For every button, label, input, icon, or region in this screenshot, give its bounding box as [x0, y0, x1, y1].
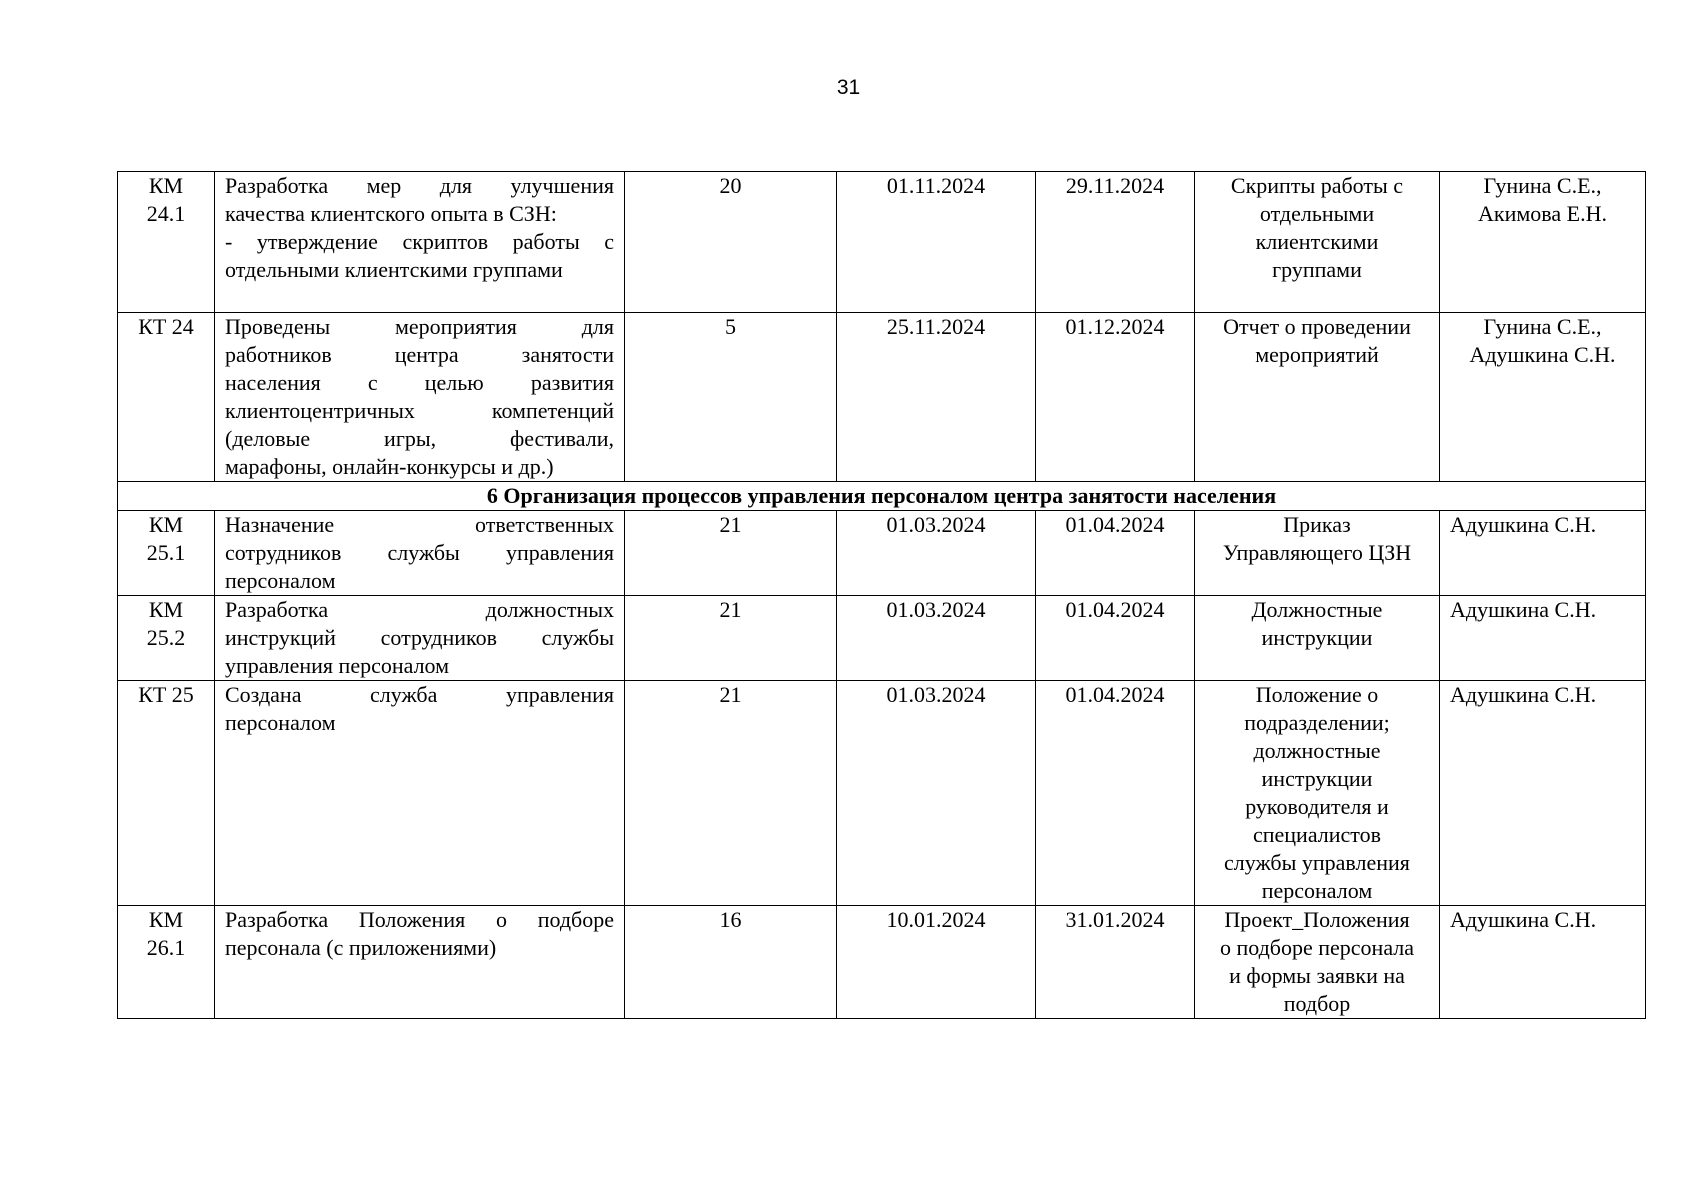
result-cell: Положение о подразделении; должностные инструкции руководителя и специалистов службы управления персоналом: [1195, 681, 1440, 906]
start-date-cell: 01.11.2024: [837, 172, 1036, 313]
description-cell: Разработка Положения о подборе персонала (с приложениями): [215, 906, 625, 1019]
duration-cell: 21: [625, 681, 837, 906]
table-row: [118, 906, 1646, 1019]
duration-cell: 21: [625, 596, 837, 681]
code-cell: КТ 24: [118, 313, 215, 482]
table-row: [118, 596, 1646, 681]
responsible-cell: Гунина С.Е., Адушкина С.Н.: [1440, 313, 1646, 482]
responsible-cell: Адушкина С.Н.: [1440, 596, 1646, 681]
duration-cell: 16: [625, 906, 837, 1019]
end-date-cell: 01.04.2024: [1036, 511, 1195, 596]
end-date-cell: 29.11.2024: [1036, 172, 1195, 313]
code-cell: КМ 25.2: [118, 596, 215, 681]
section-header-row: [118, 482, 1646, 511]
description-cell: Проведены мероприятия для работников центра занятости населения с целью развития клиентоцентричных компетенций (деловые игры, фестивали, марафоны, онлайн-конкурсы и др.): [215, 313, 625, 482]
code-cell: КМ 25.1: [118, 511, 215, 596]
result-cell: Скрипты работы с отдельными клиентскими группами: [1195, 172, 1440, 313]
end-date-cell: 01.04.2024: [1036, 681, 1195, 906]
duration-cell: 21: [625, 511, 837, 596]
start-date-cell: 01.03.2024: [837, 511, 1036, 596]
description-cell: Разработка мер для улучшения качества клиентского опыта в СЗН: - утверждение скриптов работы с отдельными клиентскими группами: [215, 172, 625, 313]
section-title: 6 Организация процессов управления персоналом центра занятости населения: [118, 482, 1646, 511]
end-date-cell: 31.01.2024: [1036, 906, 1195, 1019]
responsible-cell: Гунина С.Е., Акимова Е.Н.: [1440, 172, 1646, 313]
table-row: [118, 511, 1646, 596]
table-row: [118, 172, 1646, 313]
plan-table: [117, 171, 1646, 1019]
end-date-cell: 01.12.2024: [1036, 313, 1195, 482]
code-cell: КМ 24.1: [118, 172, 215, 313]
result-cell: Приказ Управляющего ЦЗН: [1195, 511, 1440, 596]
table-row: [118, 313, 1646, 482]
result-cell: Отчет о проведении мероприятий: [1195, 313, 1440, 482]
responsible-cell: Адушкина С.Н.: [1440, 511, 1646, 596]
start-date-cell: 01.03.2024: [837, 681, 1036, 906]
result-cell: Должностные инструкции: [1195, 596, 1440, 681]
description-cell: Назначение ответственных сотрудников службы управления персоналом: [215, 511, 625, 596]
responsible-cell: Адушкина С.Н.: [1440, 906, 1646, 1019]
description-cell: Создана служба управления персоналом: [215, 681, 625, 906]
end-date-cell: 01.04.2024: [1036, 596, 1195, 681]
description-cell: Разработка должностных инструкций сотрудников службы управления персоналом: [215, 596, 625, 681]
page-number: 31: [836, 76, 861, 99]
start-date-cell: 10.01.2024: [837, 906, 1036, 1019]
code-cell: КМ 26.1: [118, 906, 215, 1019]
code-cell: КТ 25: [118, 681, 215, 906]
start-date-cell: 25.11.2024: [837, 313, 1036, 482]
result-cell: Проект_Положения о подборе персонала и формы заявки на подбор: [1195, 906, 1440, 1019]
responsible-cell: Адушкина С.Н.: [1440, 681, 1646, 906]
table-row: [118, 681, 1646, 906]
start-date-cell: 01.03.2024: [837, 596, 1036, 681]
duration-cell: 20: [625, 172, 837, 313]
duration-cell: 5: [625, 313, 837, 482]
